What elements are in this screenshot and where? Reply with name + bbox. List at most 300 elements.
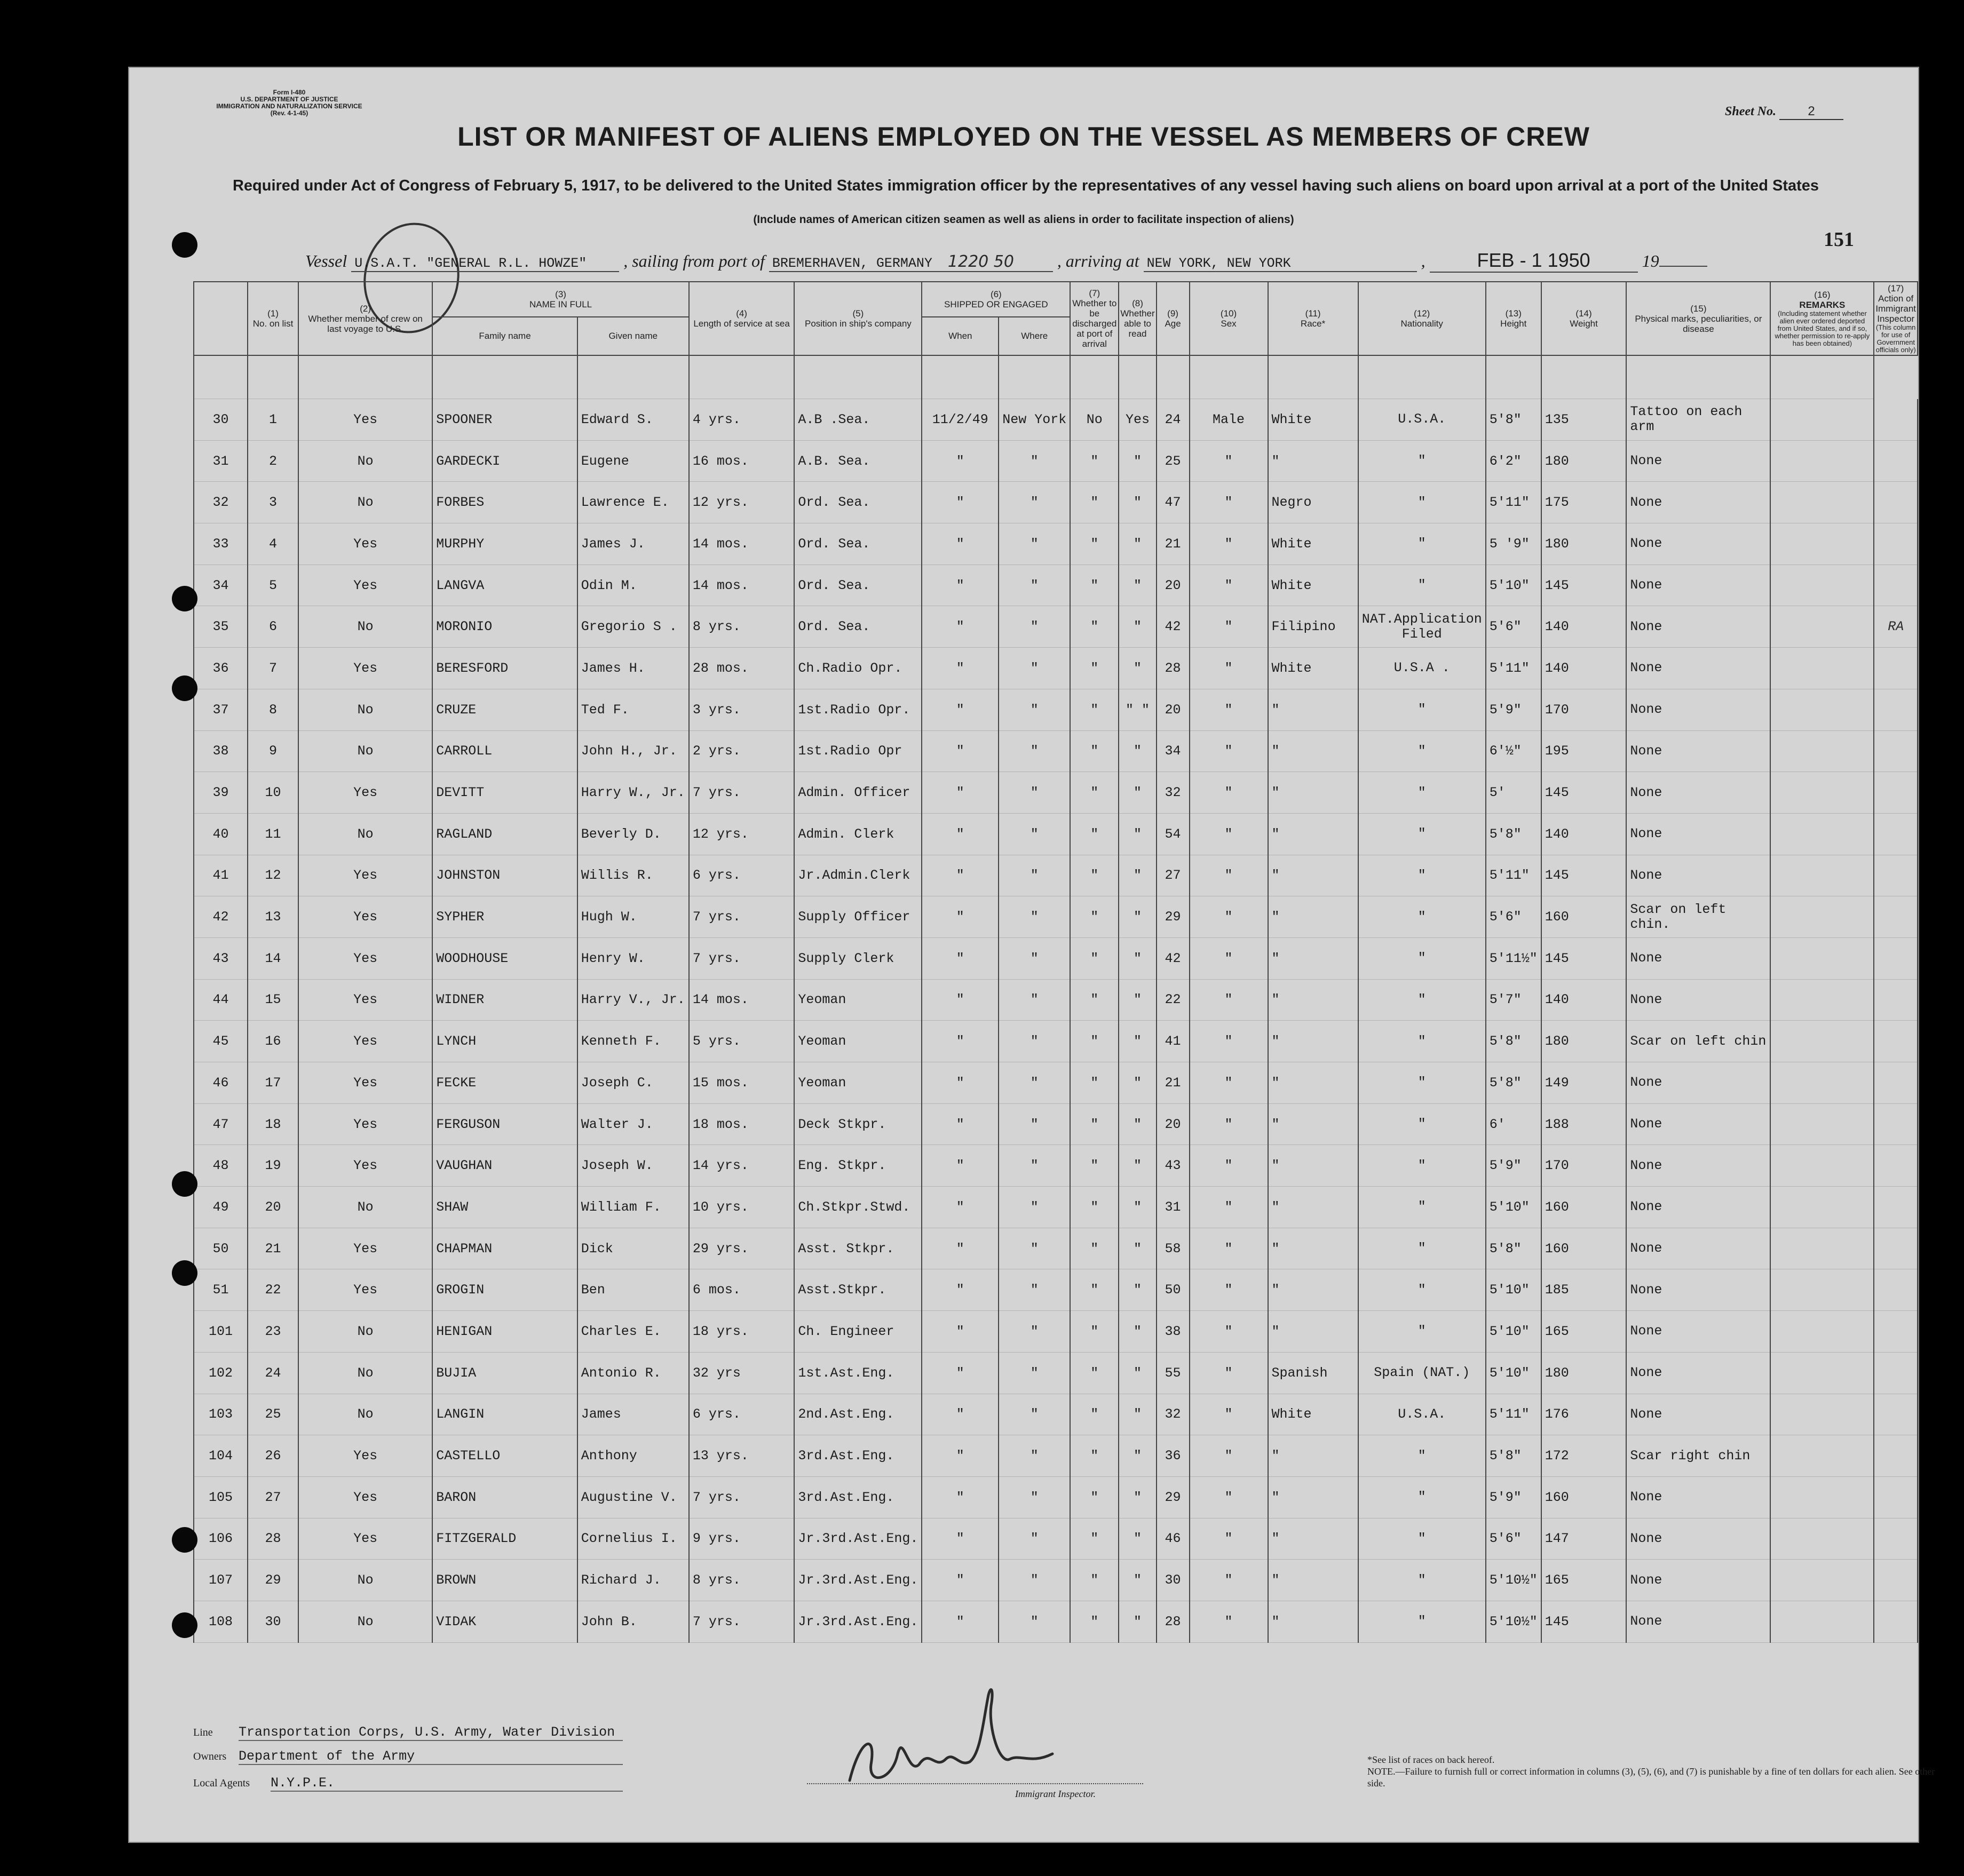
row-margin-number-cell: 36 (194, 648, 248, 689)
table-row (194, 648, 1918, 689)
able-to-read-cell: " (1119, 482, 1156, 523)
row-margin-number-cell: 33 (194, 523, 248, 565)
inspector-action-cell (1874, 1021, 1918, 1062)
table-row (194, 1311, 1918, 1353)
shipped-where-cell: " (999, 813, 1070, 855)
position-cell: Jr.3rd.Ast.Eng. (794, 1601, 922, 1642)
weight-cell: 180 (1541, 1021, 1627, 1062)
service-length-cell: 3 yrs. (689, 689, 795, 730)
family-name-cell: BUJIA (432, 1352, 577, 1394)
col-6a-header: When (922, 317, 999, 355)
race-cell: " (1268, 1435, 1358, 1477)
given-name-cell: James J. (577, 523, 689, 565)
col-16-header: (16) REMARKS (Including statement whether alien ever ordered deported from United States, and if so, whether permission to re-apply has been obtained) (1770, 282, 1874, 355)
table-row (194, 896, 1918, 938)
height-cell: 5'7" (1486, 979, 1541, 1021)
able-to-read-cell: " (1119, 730, 1156, 772)
table-row (194, 1560, 1918, 1601)
service-length-cell: 4 yrs. (689, 399, 795, 441)
row-number-cell: 15 (248, 979, 298, 1021)
weight-cell: 160 (1541, 1187, 1627, 1228)
age-cell: 58 (1157, 1228, 1190, 1269)
service-length-cell: 2 yrs. (689, 730, 795, 772)
shipped-where-cell: " (999, 1311, 1070, 1353)
form-number: Form I-480 (273, 89, 306, 96)
shipped-when-cell: " (922, 689, 999, 730)
given-name-cell: Anthony (577, 1435, 689, 1477)
row-number-cell: 2 (248, 440, 298, 482)
race-cell: White (1268, 648, 1358, 689)
shipped-where-cell: " (999, 1021, 1070, 1062)
shipped-when-cell: " (922, 523, 999, 565)
table-row (194, 689, 1918, 730)
col-3a-header: Family name (432, 317, 577, 355)
weight-cell: 160 (1541, 1476, 1627, 1518)
age-cell: 42 (1157, 606, 1190, 648)
age-cell: 21 (1157, 523, 1190, 565)
vessel-line: Vessel U.S.A.T. "GENERAL R.L. HOWZE" , sailing from port of BREMERHAVEN, GERMANY 1220 50 , arriving at NEW YORK, NEW YORK , FEB - 1 1950 19 (305, 249, 1707, 273)
inspector-action-cell (1874, 730, 1918, 772)
sex-cell: " (1190, 1021, 1268, 1062)
service-length-cell: 29 yrs. (689, 1228, 795, 1269)
remarks-cell (1770, 1518, 1874, 1560)
shipped-when-cell: " (922, 1601, 999, 1642)
punch-hole (172, 1171, 197, 1197)
service-length-cell: 12 yrs. (689, 813, 795, 855)
physical-marks-cell: None (1626, 523, 1770, 565)
line-field (193, 1724, 623, 1741)
family-name-cell: LYNCH (432, 1021, 577, 1062)
nationality-cell: " (1358, 979, 1486, 1021)
family-name-cell: GROGIN (432, 1269, 577, 1311)
nationality-cell: Spain (NAT.) (1358, 1352, 1486, 1394)
position-cell: Admin. Clerk (794, 813, 922, 855)
remarks-cell (1770, 896, 1874, 938)
table-row (194, 1021, 1918, 1062)
row-number-cell: 9 (248, 730, 298, 772)
race-cell: " (1268, 1145, 1358, 1187)
remarks-cell (1770, 1103, 1874, 1145)
row-number-cell: 1 (248, 399, 298, 441)
table-row (194, 1103, 1918, 1145)
race-cell: " (1268, 440, 1358, 482)
age-cell: 36 (1157, 1435, 1190, 1477)
age-cell: 31 (1157, 1187, 1190, 1228)
position-cell: Deck Stkpr. (794, 1103, 922, 1145)
given-name-cell: Richard J. (577, 1560, 689, 1601)
height-cell: 5'11½" (1486, 937, 1541, 979)
remarks-cell (1770, 399, 1874, 441)
last-voyage-cell: No (298, 606, 432, 648)
service-length-cell: 14 mos. (689, 979, 795, 1021)
physical-marks-cell: None (1626, 689, 1770, 730)
sex-cell: " (1190, 1228, 1268, 1269)
weight-cell: 135 (1541, 399, 1627, 441)
family-name-cell: BERESFORD (432, 648, 577, 689)
physical-marks-cell: None (1626, 440, 1770, 482)
discharge-cell: " (1070, 1352, 1119, 1394)
able-to-read-cell: " (1119, 1476, 1156, 1518)
given-name-cell: Hugh W. (577, 896, 689, 938)
inspector-action-cell (1874, 772, 1918, 814)
row-margin-number-cell: 102 (194, 1352, 248, 1394)
weight-cell: 160 (1541, 1228, 1627, 1269)
inspector-action-cell (1874, 689, 1918, 730)
weight-cell: 140 (1541, 813, 1627, 855)
col-4-header: (4) Length of service at sea (689, 282, 795, 355)
remarks-cell (1770, 1062, 1874, 1104)
race-cell: " (1268, 896, 1358, 938)
given-name-cell: Joseph C. (577, 1062, 689, 1104)
service-length-cell: 10 yrs. (689, 1187, 795, 1228)
height-cell: 5'10" (1486, 1352, 1541, 1394)
shipped-when-cell: " (922, 1145, 999, 1187)
table-row (194, 440, 1918, 482)
family-name-cell: SPOONER (432, 399, 577, 441)
family-name-cell: VAUGHAN (432, 1145, 577, 1187)
race-cell: " (1268, 1311, 1358, 1353)
sheet-number (1725, 104, 1843, 120)
sex-cell: " (1190, 1601, 1268, 1642)
form-identifier (193, 89, 385, 117)
sex-cell: " (1190, 1062, 1268, 1104)
sex-cell: " (1190, 855, 1268, 896)
height-cell: 5'10" (1486, 1187, 1541, 1228)
able-to-read-cell: " (1119, 1311, 1156, 1353)
last-voyage-cell: Yes (298, 1103, 432, 1145)
discharge-cell: " (1070, 440, 1119, 482)
family-name-cell: LANGVA (432, 565, 577, 606)
arriving-label: , arriving at (1057, 251, 1139, 271)
agents-label: Local Agents (193, 1777, 250, 1789)
given-name-cell: Harry W., Jr. (577, 772, 689, 814)
shipped-when-cell: " (922, 440, 999, 482)
race-cell: " (1268, 813, 1358, 855)
row-number-cell: 12 (248, 855, 298, 896)
row-margin-number-cell: 44 (194, 979, 248, 1021)
last-voyage-cell: No (298, 1394, 432, 1435)
row-margin-number-cell: 32 (194, 482, 248, 523)
weight-cell: 140 (1541, 606, 1627, 648)
punch-hole (172, 1527, 197, 1553)
given-name-cell: John H., Jr. (577, 730, 689, 772)
last-voyage-cell: No (298, 482, 432, 523)
row-number-cell: 17 (248, 1062, 298, 1104)
remarks-cell (1770, 482, 1874, 523)
last-voyage-cell: Yes (298, 1269, 432, 1311)
weight-cell: 165 (1541, 1560, 1627, 1601)
position-cell: Eng. Stkpr. (794, 1145, 922, 1187)
sex-cell: " (1190, 648, 1268, 689)
nationality-cell: " (1358, 896, 1486, 938)
col-2-header: (2) Whether member of crew on last voyage to U.S. (298, 282, 432, 355)
sex-cell: " (1190, 813, 1268, 855)
position-cell: Yeoman (794, 1021, 922, 1062)
inspector-action-cell (1874, 1311, 1918, 1353)
able-to-read-cell: " (1119, 1062, 1156, 1104)
row-number-cell: 29 (248, 1560, 298, 1601)
col-7-header: (7) Whether to be discharged at port of arrival (1070, 282, 1119, 355)
col-14-header: (14) Weight (1541, 282, 1627, 355)
physical-marks-cell: None (1626, 937, 1770, 979)
remarks-cell (1770, 1476, 1874, 1518)
age-cell: 50 (1157, 1269, 1190, 1311)
height-cell: 5'9" (1486, 1145, 1541, 1187)
height-cell: 5' (1486, 772, 1541, 814)
able-to-read-cell: " (1119, 606, 1156, 648)
shipped-when-cell: " (922, 937, 999, 979)
shipped-when-cell: " (922, 1187, 999, 1228)
discharge-cell: " (1070, 1476, 1119, 1518)
inspector-action-cell (1874, 1145, 1918, 1187)
sex-cell: " (1190, 565, 1268, 606)
footnote-penalty: NOTE.—Failure to furnish full or correct information in columns (3), (5), (6), and (7) is punishable by a fine of ten dollars for each alien. See other side. (1367, 1766, 1935, 1788)
shipped-where-cell: New York (999, 399, 1070, 441)
family-name-cell: JOHNSTON (432, 855, 577, 896)
given-name-cell: Antonio R. (577, 1352, 689, 1394)
discharge-cell: " (1070, 565, 1119, 606)
last-voyage-cell: Yes (298, 896, 432, 938)
race-cell: " (1268, 1021, 1358, 1062)
position-cell: Supply Clerk (794, 937, 922, 979)
weight-cell: 180 (1541, 1352, 1627, 1394)
service-length-cell: 13 yrs. (689, 1435, 795, 1477)
last-voyage-cell: Yes (298, 565, 432, 606)
table-row (194, 1145, 1918, 1187)
physical-marks-cell: None (1626, 1228, 1770, 1269)
row-number-cell: 24 (248, 1352, 298, 1394)
row-number-cell: 16 (248, 1021, 298, 1062)
sheet-number-label: Sheet No. (1725, 105, 1776, 118)
inspector-action-cell (1874, 1435, 1918, 1477)
able-to-read-cell: " (1119, 1435, 1156, 1477)
height-cell: 5'8" (1486, 1228, 1541, 1269)
family-name-cell: BARON (432, 1476, 577, 1518)
shipped-when-cell: " (922, 730, 999, 772)
age-cell: 46 (1157, 1518, 1190, 1560)
able-to-read-cell: " (1119, 1145, 1156, 1187)
able-to-read-cell: Yes (1119, 399, 1156, 441)
service-length-cell: 32 yrs (689, 1352, 795, 1394)
sex-cell: " (1190, 689, 1268, 730)
row-margin-number-cell: 40 (194, 813, 248, 855)
col-6-header: (6) SHIPPED OR ENGAGED (922, 282, 1070, 317)
age-cell: 43 (1157, 1145, 1190, 1187)
sex-cell: " (1190, 1269, 1268, 1311)
remarks-cell (1770, 730, 1874, 772)
nationality-cell: NAT.Application Filed (1358, 606, 1486, 648)
remarks-cell (1770, 523, 1874, 565)
discharge-cell: " (1070, 1021, 1119, 1062)
nationality-cell: " (1358, 1311, 1486, 1353)
last-voyage-cell: Yes (298, 1228, 432, 1269)
inspector-action-cell (1874, 1601, 1918, 1642)
inspector-action-cell (1874, 937, 1918, 979)
weight-cell: 165 (1541, 1311, 1627, 1353)
physical-marks-cell: None (1626, 1145, 1770, 1187)
service-length-cell: 8 yrs. (689, 606, 795, 648)
discharge-cell: " (1070, 1145, 1119, 1187)
able-to-read-cell: " (1119, 1394, 1156, 1435)
remarks-cell (1770, 648, 1874, 689)
table-row (194, 813, 1918, 855)
row-margin-number-cell: 50 (194, 1228, 248, 1269)
weight-cell: 188 (1541, 1103, 1627, 1145)
row-number-cell: 4 (248, 523, 298, 565)
family-name-cell: FERGUSON (432, 1103, 577, 1145)
row-margin-number-cell: 31 (194, 440, 248, 482)
row-number-cell: 10 (248, 772, 298, 814)
height-cell: 6' (1486, 1103, 1541, 1145)
race-cell: " (1268, 689, 1358, 730)
shipped-where-cell: " (999, 855, 1070, 896)
form-service: IMMIGRATION AND NATURALIZATION SERVICE (216, 102, 362, 110)
last-voyage-cell: Yes (298, 399, 432, 441)
inspector-signature-line (807, 1783, 1143, 1784)
remarks-cell (1770, 606, 1874, 648)
col-6b-header: Where (999, 317, 1070, 355)
col-12-header: (12) Nationality (1358, 282, 1486, 355)
remarks-cell (1770, 1560, 1874, 1601)
row-margin-number-cell: 34 (194, 565, 248, 606)
row-margin-number-cell: 37 (194, 689, 248, 730)
service-length-cell: 6 yrs. (689, 855, 795, 896)
nationality-cell: " (1358, 937, 1486, 979)
row-margin-number-cell: 107 (194, 1560, 248, 1601)
row-margin-number-cell: 104 (194, 1435, 248, 1477)
service-length-cell: 9 yrs. (689, 1518, 795, 1560)
crew-manifest-table (193, 281, 1918, 1643)
discharge-cell: " (1070, 482, 1119, 523)
form-revision: (Rev. 4-1-45) (270, 109, 308, 117)
family-name-cell: MORONIO (432, 606, 577, 648)
race-cell: " (1268, 979, 1358, 1021)
row-number-cell: 6 (248, 606, 298, 648)
height-cell: 5 '9" (1486, 523, 1541, 565)
shipped-where-cell: " (999, 1352, 1070, 1394)
race-cell: White (1268, 565, 1358, 606)
remarks-cell (1770, 855, 1874, 896)
family-name-cell: WIDNER (432, 979, 577, 1021)
discharge-cell: " (1070, 1518, 1119, 1560)
physical-marks-cell: None (1626, 648, 1770, 689)
given-name-cell: James H. (577, 648, 689, 689)
position-cell: Supply Officer (794, 896, 922, 938)
shipped-when-cell: " (922, 1394, 999, 1435)
sex-cell: " (1190, 1560, 1268, 1601)
weight-cell: 140 (1541, 979, 1627, 1021)
position-cell: Yeoman (794, 979, 922, 1021)
shipped-when-cell: " (922, 1103, 999, 1145)
age-cell: 47 (1157, 482, 1190, 523)
physical-marks-cell: Scar on left chin. (1626, 896, 1770, 938)
shipped-where-cell: " (999, 648, 1070, 689)
race-cell: " (1268, 1518, 1358, 1560)
age-cell: 28 (1157, 648, 1190, 689)
weight-cell: 195 (1541, 730, 1627, 772)
shipped-when-cell: " (922, 565, 999, 606)
shipped-when-cell: " (922, 1560, 999, 1601)
able-to-read-cell: " (1119, 979, 1156, 1021)
family-name-cell: FECKE (432, 1062, 577, 1104)
family-name-cell: MURPHY (432, 523, 577, 565)
table-row (194, 399, 1918, 441)
given-name-cell: Willis R. (577, 855, 689, 896)
shipped-where-cell: " (999, 689, 1070, 730)
shipped-when-cell: " (922, 1352, 999, 1394)
age-cell: 27 (1157, 855, 1190, 896)
height-cell: 5'6" (1486, 606, 1541, 648)
remarks-cell (1770, 813, 1874, 855)
row-margin-number-cell: 45 (194, 1021, 248, 1062)
weight-cell: 175 (1541, 482, 1627, 523)
row-margin-number-cell: 105 (194, 1476, 248, 1518)
weight-cell: 170 (1541, 1145, 1627, 1187)
able-to-read-cell: " (1119, 1518, 1156, 1560)
family-name-cell: CHAPMAN (432, 1228, 577, 1269)
nationality-cell: " (1358, 1269, 1486, 1311)
punch-hole (172, 1612, 197, 1638)
remarks-cell (1770, 979, 1874, 1021)
row-margin-number-cell: 46 (194, 1062, 248, 1104)
nationality-cell: U.S.A. (1358, 1394, 1486, 1435)
able-to-read-cell: " (1119, 1269, 1156, 1311)
table-row (194, 606, 1918, 648)
discharge-cell: " (1070, 937, 1119, 979)
family-name-cell: LANGIN (432, 1394, 577, 1435)
table-spacer-row (194, 355, 1918, 399)
last-voyage-cell: No (298, 813, 432, 855)
shipped-where-cell: " (999, 1228, 1070, 1269)
inspector-action-cell (1874, 855, 1918, 896)
age-cell: 20 (1157, 1103, 1190, 1145)
able-to-read-cell: " (1119, 772, 1156, 814)
page-title: LIST OR MANIFEST OF ALIENS EMPLOYED ON THE VESSEL AS MEMBERS OF CREW (457, 122, 1590, 152)
sex-cell: " (1190, 1145, 1268, 1187)
age-cell: 54 (1157, 813, 1190, 855)
service-length-cell: 18 mos. (689, 1103, 795, 1145)
shipped-where-cell: " (999, 979, 1070, 1021)
last-voyage-cell: No (298, 1311, 432, 1353)
table-row (194, 855, 1918, 896)
age-cell: 55 (1157, 1352, 1190, 1394)
service-length-cell: 7 yrs. (689, 772, 795, 814)
physical-marks-cell: None (1626, 1062, 1770, 1104)
col-10-header: (10) Sex (1190, 282, 1268, 355)
col-17-header: (17) Action of Immigrant Inspector (This column for use of Government officials only) (1874, 282, 1918, 355)
height-cell: 5'10" (1486, 1269, 1541, 1311)
year-prefix: 19 (1642, 251, 1659, 271)
weight-cell: 180 (1541, 440, 1627, 482)
given-name-cell: Henry W. (577, 937, 689, 979)
shipped-where-cell: " (999, 937, 1070, 979)
nationality-cell: " (1358, 1228, 1486, 1269)
sex-cell: " (1190, 730, 1268, 772)
position-cell: Ord. Sea. (794, 523, 922, 565)
shipped-when-cell: " (922, 1476, 999, 1518)
physical-marks-cell: None (1626, 1476, 1770, 1518)
row-number-cell: 26 (248, 1435, 298, 1477)
given-name-cell: John B. (577, 1601, 689, 1642)
remarks-cell (1770, 565, 1874, 606)
discharge-cell: " (1070, 1394, 1119, 1435)
last-voyage-cell: Yes (298, 523, 432, 565)
table-row (194, 1228, 1918, 1269)
col-15-header: (15) Physical marks, peculiarities, or disease (1626, 282, 1770, 355)
arrival-date-stamp: FEB - 1 1950 (1430, 249, 1638, 273)
table-row (194, 1352, 1918, 1394)
remarks-cell (1770, 1311, 1874, 1353)
